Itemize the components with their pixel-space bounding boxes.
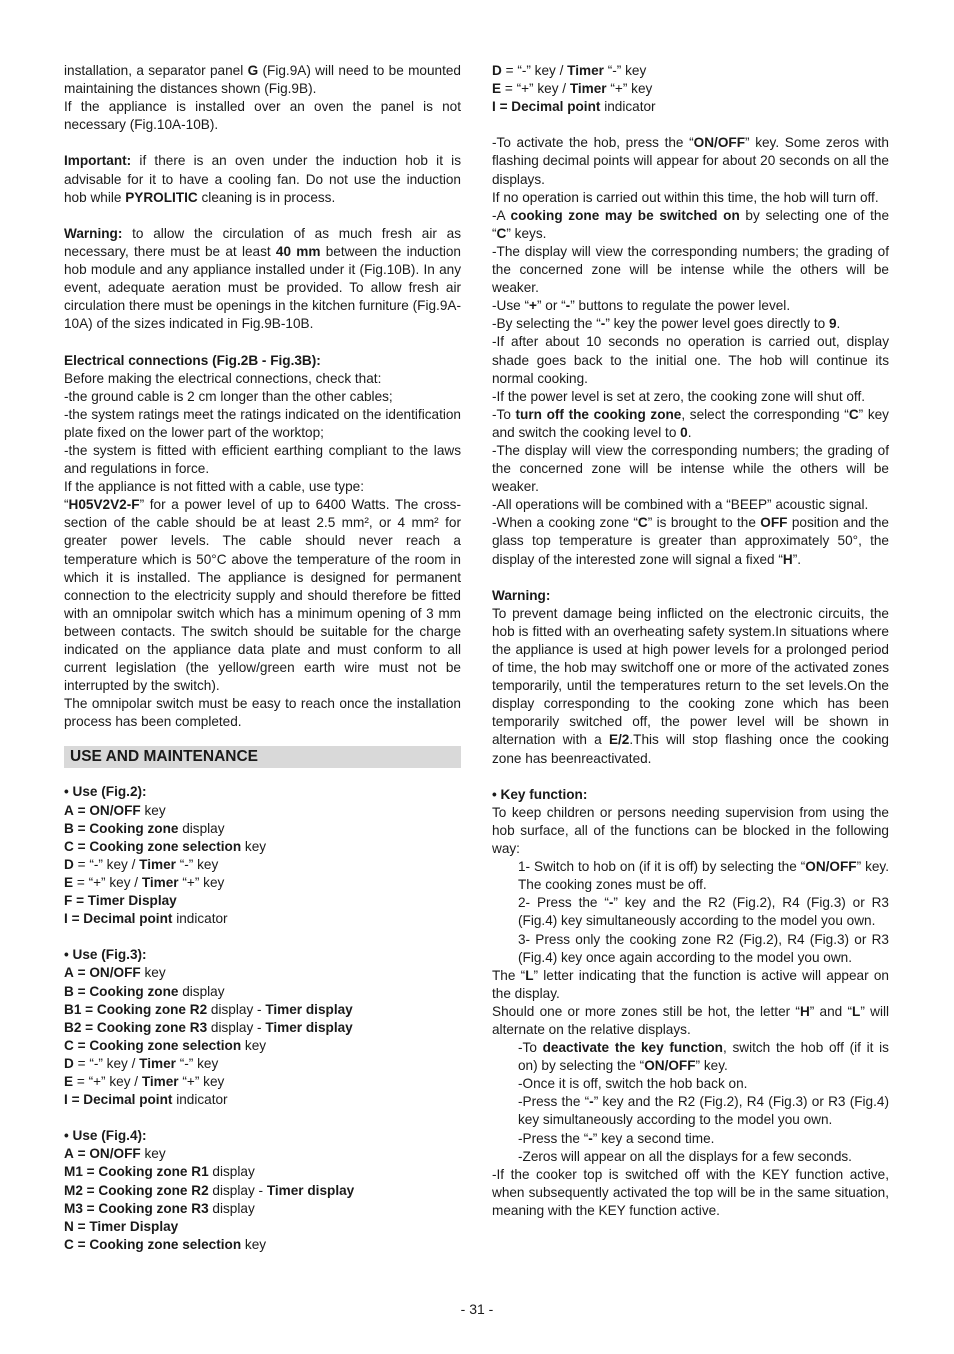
deactivate-step-4: -Press the “-” key a second time.	[518, 1130, 715, 1146]
key-list-t2: “-” key	[603, 63, 647, 78]
turn-off-zone-paragraph: -To turn off the cooking zone, select the corresponding “C” key and switch the cooking level to 0.	[492, 406, 889, 440]
warning-heading: Warning:	[492, 587, 551, 603]
switch-on-paragraph: -A cooking zone may be switched on by selecting one of the “C” keys.	[492, 207, 890, 241]
display-paragraph: -The display will view the corresponding numbers; the grading of the concerned zone will be intense while the others will be weaker.	[492, 243, 889, 296]
key-list-t: = “-” key /	[77, 856, 140, 872]
key-list-item	[64, 1019, 461, 1037]
key-list-b2: Timer	[141, 874, 179, 890]
key-list-k: M2	[64, 1182, 83, 1198]
key-list-t: = “-” key /	[77, 1055, 140, 1071]
display-paragraph-2: -The display will view the corresponding numbers; the grading of the concerned zone will be intense while the others will be weaker.	[492, 442, 889, 495]
key-list-k: B1	[64, 1001, 82, 1017]
electrical-line: If the appliance is not fitted with a cable, use type:	[64, 479, 364, 495]
key-list-b2: Timer	[139, 1055, 176, 1071]
deactivate-step-2: -Once it is off, switch the hob back on.	[518, 1076, 748, 1092]
key-list-t: display -	[208, 1182, 267, 1198]
key-list-k: E	[492, 81, 502, 97]
key-list-b2: Timer	[567, 63, 604, 78]
intro-paragraph: installation, a separator panel G (Fig.9A) will need to be mounted maintaining the distances shown (Fig.9B).	[64, 63, 461, 97]
key-list-k: I	[492, 99, 496, 115]
key-list-t: key	[241, 1236, 267, 1252]
key-list-k: B	[64, 820, 74, 836]
activate-paragraph: -To activate the hob, press the “ON/OFF” key. Some zeros with flashing decimal points will appear for about 20 seconds on all the displays.	[492, 135, 889, 187]
key-list-b: = Cooking zone R3	[85, 1019, 208, 1035]
key-list-t: indicator	[172, 1092, 228, 1108]
key-list-item	[64, 892, 461, 910]
key-list-b2: Timer display	[266, 1182, 355, 1198]
key-list-t: = “-” key /	[505, 63, 568, 78]
key-list-b: = Timer Display	[76, 893, 177, 909]
key-list-t2: “+” key	[606, 81, 653, 97]
key-list-item	[64, 856, 461, 874]
hot-zone-paragraph: -When a cooking zone “C” is brought to the OFF position and the glass top temperature is greater than approximately 50°, the display of the interested zone will signal a fixed “H”.	[492, 515, 889, 567]
key-list-k: D	[64, 1055, 74, 1071]
key-list-b: = Cooking zone	[77, 820, 179, 836]
key-list-k: D	[64, 856, 74, 872]
key-list-t: display	[178, 820, 225, 836]
section-title-use-maintenance: USE AND MAINTENANCE	[64, 746, 461, 768]
key-list-b: = Decimal point	[71, 911, 173, 927]
key-list-b2: Timer	[139, 856, 176, 872]
key-list-b: = Decimal point	[499, 99, 601, 115]
key-list-item	[64, 1236, 461, 1254]
key-list-b2: Timer display	[265, 1001, 353, 1017]
key-list-item	[64, 964, 461, 982]
key-list-item	[64, 1163, 461, 1181]
key-list-b: = ON/OFF	[77, 965, 141, 981]
key-list-k: E	[64, 1073, 74, 1089]
key-list-t: display	[208, 1164, 255, 1180]
key-list-item	[64, 1145, 461, 1163]
key-list-t: indicator	[600, 99, 656, 115]
key-list-item	[64, 874, 461, 892]
key-list-t: display -	[207, 1019, 266, 1035]
electrical-line: -the system is fitted with efficient earthing compliant to the laws and regulations in force.	[64, 442, 461, 477]
key-list-b: = Cooking zone	[77, 983, 179, 999]
omnipolar-paragraph: The omnipolar switch must be easy to reach once the installation process has been completed.	[64, 696, 461, 730]
fig4-heading: • Use (Fig.4):	[64, 1128, 147, 1144]
key-list-k: I	[64, 911, 68, 927]
key-list-k: B	[64, 983, 74, 999]
key-list-k: N	[64, 1218, 74, 1234]
key-list-t2: “-” key	[175, 1055, 219, 1071]
key-list-k: C	[64, 1037, 74, 1053]
left-column	[64, 62, 461, 1254]
key-list-b: = Cooking zone selection	[77, 1236, 242, 1252]
important-paragraph: Important: if there is an oven under the induction hob it is advisable for it to have a cooling fan. Do not use the induction hob while PYROLITIC cleaning is in process.	[64, 153, 461, 205]
hot-alternate-paragraph: Should one or more zones still be hot, the letter “H” and “L” will alternate on the relative displays.	[492, 1003, 890, 1037]
fig3-list	[64, 964, 461, 1109]
overheating-paragraph: To prevent damage being inflicted on the electronic circuits, the hob is fitted with an overheating safety system.In situations where the appliance is used at high power levels for a prolonged period of time, the hob may switchoff one or more of the activated zones temporarily, until the temperatures return to the set levels.On the display corresponding to the cooking zone which has been temporarily switched off, the power level will be shown in alternation with a E/2.This will stop flashing once the cooking zone has beenreactivated.	[492, 605, 889, 766]
key-list-b: = ON/OFF	[77, 802, 141, 818]
key-list-t: = “+” key /	[76, 874, 142, 890]
key-list-k: E	[64, 874, 74, 890]
key-list-t: key	[140, 1146, 166, 1162]
key-function-intro: To keep children or persons needing supervision from using the hob surface, all of the functions can be blocked in the following way:	[492, 804, 889, 857]
key-list-b: = Cooking zone R2	[85, 1001, 208, 1017]
key-list-t: key	[241, 838, 267, 854]
key-list-k: C	[64, 1236, 74, 1252]
key-list-b: = Cooking zone selection	[77, 838, 242, 854]
key-list-item	[64, 1091, 461, 1109]
key-list-b2: Timer	[141, 1073, 179, 1089]
key-list-k: M3	[64, 1200, 83, 1216]
l-letter-paragraph: The “L” letter indicating that the function is active will appear on the display.	[492, 967, 889, 1001]
key-list-b: = Cooking zone R3	[86, 1200, 209, 1216]
key-list-t: display -	[207, 1001, 266, 1017]
key-list-item	[64, 983, 461, 1001]
top-key-list	[492, 62, 889, 116]
key-list-item	[64, 1218, 461, 1236]
key-list-t: = “+” key /	[76, 1073, 142, 1089]
key-list-k: F	[64, 893, 73, 909]
deactivate-step-3: -Press the “-” key and the R2 (Fig.2), R4 (Fig.3) or R3 (Fig.4) key simultaneously according to the model you own.	[518, 1094, 889, 1128]
zero-level-paragraph: -If the power level is set at zero, the cooking zone will shut off.	[492, 388, 866, 404]
key-list-b: = Timer Display	[77, 1218, 179, 1234]
key-list-b: = Cooking zone R2	[86, 1182, 209, 1198]
key-list-t: display	[178, 983, 225, 999]
key-list-item	[64, 838, 461, 856]
key-list-b: = Cooking zone R1	[86, 1164, 209, 1180]
deactivate-step-5: -Zeros will appear on all the displays for a few seconds.	[518, 1148, 852, 1164]
key-list-k: A	[64, 1146, 74, 1162]
key-list-t2: “-” key	[175, 856, 219, 872]
electrical-line: Before making the electrical connections, check that:	[64, 370, 382, 386]
key-list-item	[64, 820, 461, 838]
key-list-t: key	[140, 802, 166, 818]
key-list-k: C	[64, 838, 74, 854]
key-list-k: M1	[64, 1164, 83, 1180]
key-step-1: 1- Switch to hob on (if it is off) by selecting the “ON/OFF” key. The cooking zones must be off.	[518, 859, 889, 893]
intro-paragraph-2: If the appliance is installed over an oven the panel is not necessary (Fig.10A-10B).	[64, 99, 461, 133]
fig3-heading: • Use (Fig.3):	[64, 947, 147, 963]
key-list-item	[492, 80, 889, 98]
key-list-item	[64, 1200, 461, 1218]
key-list-item	[492, 62, 889, 80]
key-list-b: = Decimal point	[71, 1092, 173, 1108]
key-list-b: = ON/OFF	[77, 1146, 141, 1162]
warning-paragraph: Warning: to allow the circulation of as much fresh air as necessary, there must be at least 40 mm between the induction hob module and any appliance installed under it (Fig.10B). In any event, adequate aeration must be provided. To allow fresh air circulation there must be openings in the kitchen furniture (Fig.9A-10A) of the sizes indicated in Fig.9B-10B.	[64, 225, 461, 332]
key-list-k: A	[64, 802, 74, 818]
minus-key-paragraph: -By selecting the “-” key the power level goes directly to 9.	[492, 316, 841, 332]
key-list-item	[64, 1182, 461, 1200]
key-list-item	[64, 910, 461, 928]
key-step-3: 3- Press only the cooking zone R2 (Fig.2), R4 (Fig.3) or R3 (Fig.4) key once again according to the model you own.	[518, 931, 889, 965]
key-list-k: B2	[64, 1019, 82, 1035]
fig2-list	[64, 802, 461, 929]
cable-paragraph: “H05V2V2-F” for a power level of up to 6400 Watts. The cross-section of the cable should be at least 2.5 mm², or 4 mm² for greater power levels. The cable should never reach a temperature which is 50°C above the temperature of the room in which it is installed. The appliance is designed for permanent connection to the electricity supply and should therefore be fitted with an omnipolar switch which has a minimum opening of 3 mm between contacts. The switch should be suitable for the charge indicated on the appliance data plate and must conform to all current legislation (the yellow/green earth wire must not be interrupted by the switch).	[64, 497, 461, 694]
key-list-t: key	[241, 1037, 267, 1053]
page-number: - 31 -	[460, 1301, 494, 1317]
key-list-item	[64, 1001, 461, 1019]
no-operation-paragraph: -If after about 10 seconds no operation is carried out, display shade goes back to the initial one. The hob will continue its normal cooking.	[492, 334, 889, 386]
key-list-b2: Timer	[569, 81, 607, 97]
key-list-t: = “+” key /	[504, 81, 570, 97]
key-list-b: = Cooking zone selection	[77, 1037, 242, 1053]
key-list-t: display	[208, 1200, 255, 1216]
electrical-line: -the ground cable is 2 cm longer than the other cables;	[64, 388, 393, 404]
key-list-t2: “+” key	[178, 1073, 225, 1089]
key-step-2: 2- Press the “-” key and the R2 (Fig.2), R4 (Fig.3) or R3 (Fig.4) key simultaneously according to the model you own.	[518, 895, 889, 929]
key-list-item	[64, 1055, 461, 1073]
key-list-item	[64, 802, 461, 820]
key-list-k: A	[64, 965, 74, 981]
regulate-paragraph: -Use “+” or “-” buttons to regulate the power level.	[492, 298, 791, 314]
fig4-list	[64, 1145, 461, 1254]
fig2-heading: • Use (Fig.2):	[64, 784, 147, 800]
electrical-line: -the system ratings meet the ratings indicated on the identification plate fixed on the lower part of the worktop;	[64, 406, 461, 440]
key-list-t: indicator	[172, 911, 228, 927]
key-list-k: D	[492, 63, 502, 78]
beep-paragraph: -All operations will be combined with a “BEEP” acoustic signal.	[492, 497, 869, 513]
key-list-b2: Timer display	[265, 1019, 353, 1035]
key-list-item	[64, 1073, 461, 1091]
key-active-paragraph: -If the cooker top is switched off with the KEY function active, when subsequently activated the top will be in the same situation, meaning with the KEY function active.	[492, 1166, 889, 1218]
key-list-k: I	[64, 1092, 68, 1108]
key-function-heading: • Key function:	[492, 786, 588, 802]
deactivate-step-1: -To deactivate the key function, switch the hob off (if it is on) by selecting the “ON/OFF” key.	[518, 1040, 889, 1074]
right-column	[492, 62, 889, 1220]
key-list-t2: “+” key	[178, 874, 225, 890]
key-list-item	[64, 1037, 461, 1055]
electrical-heading: Electrical connections (Fig.2B - Fig.3B):	[64, 352, 321, 368]
key-list-t: key	[140, 965, 166, 981]
turn-off-paragraph: If no operation is carried out within this time, the hob will turn off.	[492, 189, 879, 205]
key-list-item	[492, 98, 889, 116]
